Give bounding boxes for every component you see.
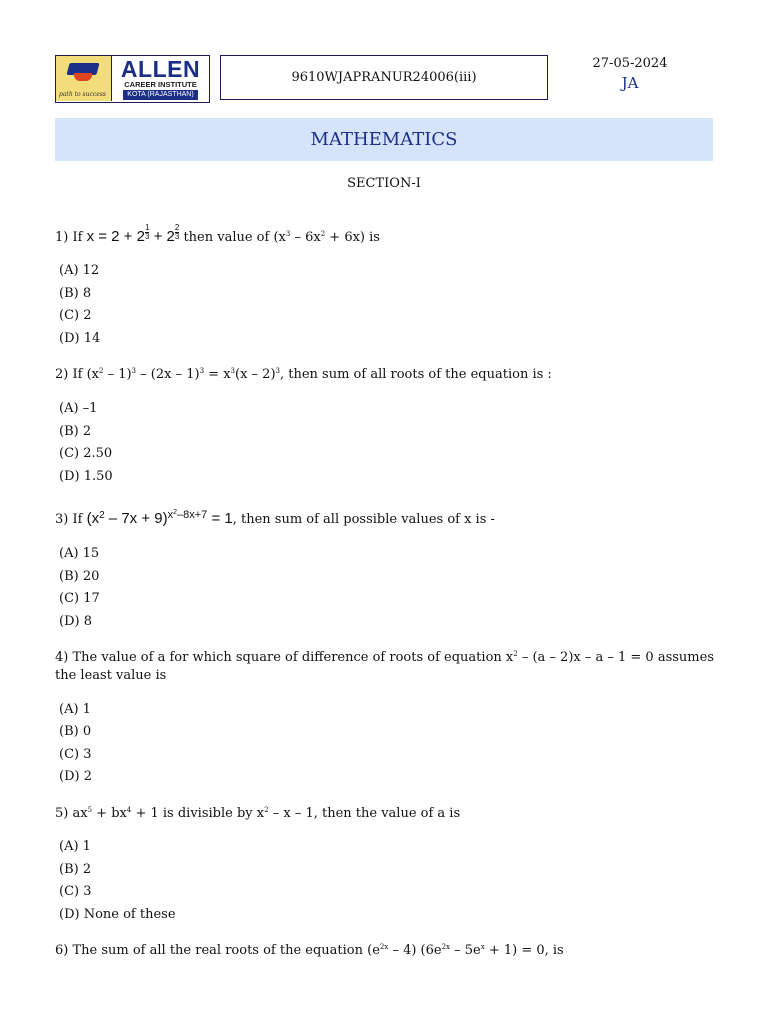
q2-option-c: (C) 2.50 [59,446,113,461]
question-4: 4) The value of a for which square of difference of roots of equation $x^2 - (a - 2)x - a - 1 = 0$ assumes the least value is [55,650,714,683]
question-3: 3) If $(x^2 - 7x + 9)^{x^2-8x+7} = 1$, then sum of all possible values of x is - [55,509,495,527]
emblem-icon [56,56,112,101]
q1-option-c: (C) 2 [59,308,92,323]
q3-option-c: (C) 17 [59,591,100,606]
subject-title: MATHEMATICS [55,118,713,161]
q3-option-d: (D) 8 [59,614,92,629]
logo-location: KOTA (RAJASTHAN) [123,90,197,100]
q3-option-a: (A) 15 [59,546,100,561]
paper-code: 9610WJAPRANUR24006(iii) [220,55,548,100]
logo-brand: ALLEN [120,56,201,82]
q2-option-a: (A) –1 [59,401,98,416]
q3-option-b: (B) 20 [59,569,100,584]
exam-date: 27-05-2024 [592,56,668,71]
q2-option-d: (D) 1.50 [59,469,113,484]
section-label: SECTION-I [347,176,421,191]
q4-option-d: (D) 2 [59,769,92,784]
q2-option-b: (B) 2 [59,424,92,439]
question-6: 6) The sum of all the real roots of the equation $(e^{2x} - 4)$ $(6e^{2x} - 5e^x + 1) = 0$, is [55,943,564,958]
q5-option-b: (B) 2 [59,862,92,877]
q1-option-b: (B) 8 [59,286,92,301]
q5-option-a: (A) 1 [59,839,91,854]
q1-option-d: (D) 14 [59,331,101,346]
logo-tagline: path to success [59,91,106,98]
language-code: JA [621,74,639,92]
logo-subtitle: CAREER INSTITUTE [124,80,197,89]
q4-option-a: (A) 1 [59,702,91,717]
question-1: 1) If x = 2 + 2 $\frac{1}{3}$ + 2 $\frac{2}{3}$ then value of $(x^3 - 6x^2 + 6x)$ is [55,223,380,245]
q5-option-d: (D) None of these [59,907,176,922]
allen-logo [55,55,210,103]
question-5: 5) $ax^5 + bx^4 + 1$ is divisible by $x^2$ – x – 1, then the value of a is [55,806,461,821]
q4-option-b: (B) 0 [59,724,92,739]
q4-option-c: (C) 3 [59,747,92,762]
question-2: 2) If $(x^2 - 1)^3 - (2x - 1)^3 = x^3(x - 2)^3$, then sum of all roots of the equation is : [55,367,552,382]
q1-option-a: (A) 12 [59,263,100,278]
q5-option-c: (C) 3 [59,884,92,899]
